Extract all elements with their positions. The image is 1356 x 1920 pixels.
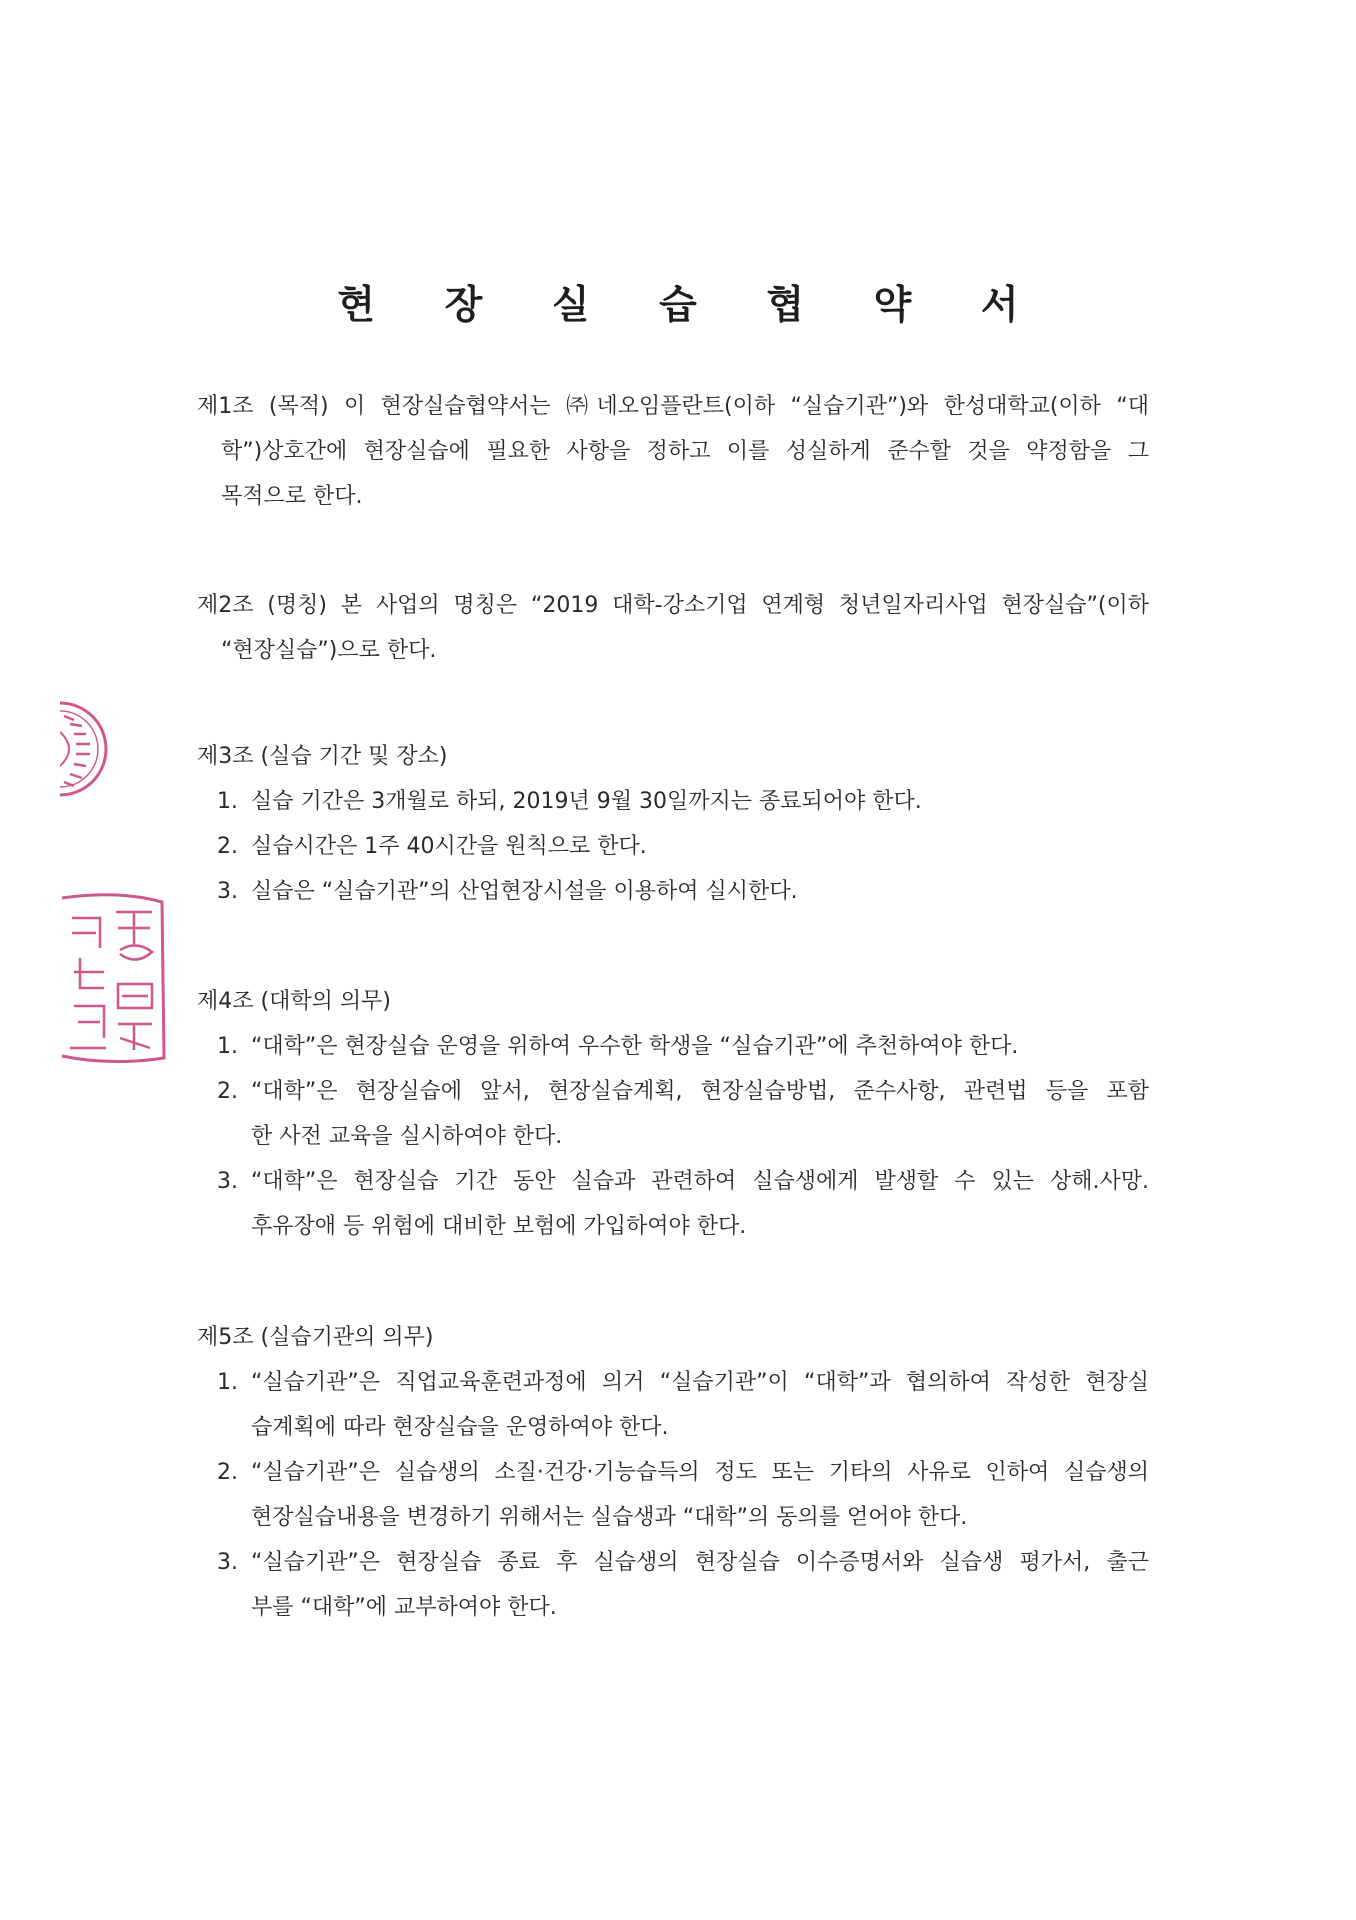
item-text-line: 실습 기간은 3개월로 하되, 2019년 9월 30일까지는 종료되어야 한다. [251, 789, 922, 814]
item-text-line: 실습시간은 1주 40시간을 원칙으로 한다. [251, 834, 647, 859]
company-seal-stamp [60, 694, 110, 808]
item-text-line: 부를 “대학”에 교부하여야 한다. [251, 1595, 557, 1620]
item-number: 3. [217, 1550, 238, 1575]
item-number: 3. [217, 879, 238, 904]
article-2-text-line: “현장실습”)으로 한다. [221, 638, 437, 663]
article-5-heading: 제5조 (실습기관의 의무) [197, 1325, 434, 1350]
item-number: 3. [217, 1169, 238, 1194]
item-number: 1. [217, 1034, 238, 1059]
article-4-university-duties [197, 979, 1149, 1249]
article-4-heading: 제4조 (대학의 의무) [197, 989, 391, 1014]
company-seal-icon [60, 694, 110, 804]
item-number: 1. [217, 1370, 238, 1395]
item-text-line: “대학”은 현장실습 운영을 위하여 우수한 학생을 “실습기관”에 추천하여야 한다. [251, 1034, 1019, 1059]
document-title: 현 장 실 습 협 약 서 [337, 283, 1047, 329]
item-text-line: “실습기관”은 실습생의 소질·건강·기능습득의 정도 또는 기타의 사유로 인하여 실습생의 [251, 1460, 1149, 1485]
article-1-purpose [197, 384, 1149, 519]
item-number: 1. [217, 789, 238, 814]
item-text-line: “대학”은 현장실습에 앞서, 현장실습계획, 현장실습방법, 준수사항, 관련법 등을 포함 [251, 1079, 1149, 1104]
article-3-item-1 [197, 779, 1149, 824]
article-4-item-2 [197, 1069, 1149, 1159]
item-number: 2. [217, 834, 238, 859]
article-2-name [197, 583, 1149, 673]
item-text-line: 습계획에 따라 현장실습을 운영하여야 한다. [251, 1415, 669, 1440]
item-number: 2. [217, 1460, 238, 1485]
article-4-item-1 [197, 1024, 1149, 1069]
article-1-text-line: 학”)상호간에 현장실습에 필요한 사항을 정하고 이를 성실하게 준수할 것을 약정함을 그 [221, 439, 1149, 464]
item-text-line: 실습은 “실습기관”의 산업현장시설을 이용하여 실시한다. [251, 879, 798, 904]
item-text-line: 후유장애 등 위험에 대비한 보험에 가입하여야 한다. [251, 1214, 747, 1239]
article-3-heading: 제3조 (실습 기간 및 장소) [197, 744, 448, 769]
article-1-heading-line: 제1조 (목적) 이 현장실습협약서는 ㈜네오임플란트(이하 “실습기관”)와 한성대학교(이하 “대 [197, 394, 1149, 419]
university-seal-icon [60, 888, 168, 1068]
article-5-item-1 [197, 1360, 1149, 1450]
article-1-text-line: 목적으로 한다. [221, 484, 363, 509]
article-5-item-2 [197, 1450, 1149, 1540]
article-4-item-3 [197, 1159, 1149, 1249]
article-5-institution-duties [197, 1315, 1149, 1630]
article-3-item-3 [197, 869, 1149, 914]
article-5-item-3 [197, 1540, 1149, 1630]
item-text-line: 현장실습내용을 변경하기 위해서는 실습생과 “대학”의 동의를 얻어야 한다. [251, 1505, 968, 1530]
item-text-line: “실습기관”은 직업교육훈련과정에 의거 “실습기관”이 “대학”과 협의하여 작성한 현장실 [251, 1370, 1149, 1395]
article-3-period-place [197, 734, 1149, 914]
item-text-line: “실습기관”은 현장실습 종료 후 실습생의 현장실습 이수증명서와 실습생 평가서, 출근 [251, 1550, 1149, 1575]
university-seal-stamp [60, 888, 168, 1072]
article-3-item-2 [197, 824, 1149, 869]
item-text-line: “대학”은 현장실습 기간 동안 실습과 관련하여 실습생에게 발생할 수 있는 상해.사망. [251, 1169, 1149, 1194]
article-2-heading-line: 제2조 (명칭) 본 사업의 명칭은 “2019 대학-강소기업 연계형 청년일자리사업 현장실습”(이하 [197, 593, 1149, 618]
item-text-line: 한 사전 교육을 실시하여야 한다. [251, 1124, 563, 1149]
item-number: 2. [217, 1079, 238, 1104]
